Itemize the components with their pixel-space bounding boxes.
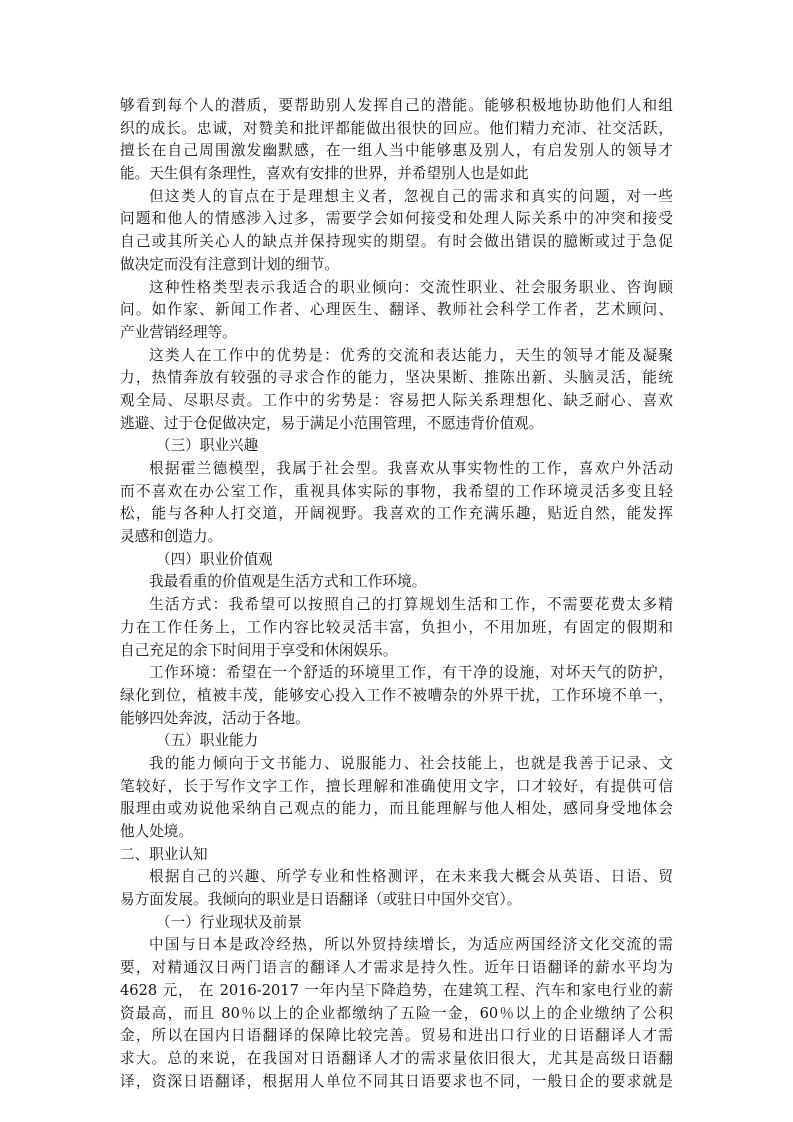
text-line: 我的能力倾向于文书能力、说服能力、社会技能上，也就是我善于记录、文 bbox=[149, 754, 673, 772]
text-line: 观全局、尽职尽责。工作中的劣势是：容易把人际关系理想化、缺乏耐心、喜欢 bbox=[120, 391, 673, 409]
chapter-heading: 二、职业认知 bbox=[120, 845, 208, 863]
text-line: 松，能与各种人打交道，开阔视野。我喜欢的工作充满乐趣，贴近自然，能发挥 bbox=[120, 505, 673, 523]
text-line: 资最高，而且 80％以上的企业都缴纳了五险一金，60％以上的企业缴纳了公积 bbox=[120, 1004, 673, 1022]
text-line: 力在工作任务上，工作内容比较灵活丰富，负担小，不用加班，有固定的假期和 bbox=[120, 618, 673, 636]
text-line: 要，对精通汉日两门语言的翻译人才需求是持久性。近年日语翻译的薪水平均为 bbox=[120, 959, 673, 977]
text-line: 他人处境。 bbox=[120, 823, 193, 840]
text-line: 够看到每个人的潜质，要帮助别人发挥自己的潜能。能够积极地协助他们人和组 bbox=[120, 97, 673, 114]
section-heading: （一）行业现状及前景 bbox=[156, 913, 302, 931]
section-heading: （三）职业兴趣 bbox=[156, 437, 259, 455]
text-line: 问。如作家、新闻工作者、心理医生、翻译、教师社会科学工作者，艺术顾问、 bbox=[120, 301, 673, 319]
text-line: 笔较好，长于写作文字工作，擅长理解和准确使用文字，口才较好，有提供可信 bbox=[120, 777, 673, 795]
section-heading: （四）职业价值观 bbox=[156, 550, 273, 568]
text-line: 金，所以在国内日语翻译的保障比较完善。贸易和进出口行业的日语翻译人才需 bbox=[120, 1027, 673, 1045]
text-line: 这种性格类型表示我适合的职业倾向：交流性职业、社会服务职业、咨询顾 bbox=[149, 278, 673, 296]
text-line: 力，热情奔放有较强的寻求合作的能力，坚决果断、推陈出新、头脑灵活，能统 bbox=[120, 369, 673, 387]
text-line: 求大。总的来说，在我国对日语翻译人才的需求量依旧很大，尤其是高级日语翻 bbox=[120, 1049, 673, 1067]
text-line: 问题和他人的情感涉入过多，需要学会如何接受和处理人际关系中的冲突和接受 bbox=[120, 210, 673, 228]
text-line: 灵感和创造力。 bbox=[120, 528, 223, 546]
text-line: 织的成长。忠诚，对赞美和批评都能做出很快的回应。他们精力充沛、社交活跃， bbox=[120, 119, 673, 137]
text-line: 擅长在自己周围激发幽默感，在一组人当中能够惠及别人，有启发别人的领导才 bbox=[120, 142, 673, 160]
text-line: 自己充足的余下时间用于享受和休闲娱乐。 bbox=[120, 641, 398, 659]
text-line: 自己或其所关心人的缺点并保持现实的期望。有时会做出错误的臆断或过于急促 bbox=[120, 233, 673, 251]
text-line: 根据自己的兴趣、所学专业和性格测评，在未来我大概会从英语、日语、贸 bbox=[149, 868, 673, 886]
section-heading: （五）职业能力 bbox=[156, 732, 259, 750]
text-line: 而不喜欢在办公室工作，重视具体实际的事物，我希望的工作环境灵活多变且轻 bbox=[120, 482, 673, 500]
text-line: 但这类人的盲点在于是理想主义者，忽视自己的需求和真实的问题，对一些 bbox=[149, 187, 673, 205]
text-line: 生活方式：我希望可以按照自己的打算规划生活和工作，不需要花费太多精 bbox=[149, 596, 673, 614]
text-line: 4628 元， 在 2016-2017 一年内呈下降趋势，在建筑工程、汽车和家电行业的薪 bbox=[120, 981, 673, 999]
text-line: 绿化到位，植被丰茂，能够安心投入工作不被嘈杂的外界干扰，工作环境不单一， bbox=[120, 686, 673, 704]
text-line: 根据霍兰德模型，我属于社会型。我喜欢从事实物性的工作，喜欢户外活动 bbox=[149, 460, 673, 477]
text-line: 能。天生俱有条理性，喜欢有安排的世界，并希望别人也是如此 bbox=[120, 165, 529, 183]
text-line: 产业营销经理等。 bbox=[120, 323, 237, 341]
text-line: 这类人在工作中的优势是：优秀的交流和表达能力，天生的领导才能及凝聚 bbox=[149, 346, 673, 364]
text-line: 做决定而没有注意到计划的细节。 bbox=[120, 255, 339, 273]
text-line: 工作环境：希望在一个舒适的环境里工作，有干净的设施，对坏天气的防护， bbox=[149, 664, 673, 682]
text-line: 逃避、过于仓促做决定，易于满足小范围管理，不愿违背价值观。 bbox=[120, 414, 544, 432]
text-line: 能够四处奔波，活动于各地。 bbox=[120, 709, 310, 727]
text-line: 中国与日本是政冷经热，所以外贸持续增长，为适应两国经济文化交流的需 bbox=[149, 936, 673, 954]
text-line: 易方面发展。我倾向的职业是日语翻译（或驻日中国外交官）。 bbox=[120, 891, 522, 909]
text-line: 服理由或劝说他采纳自己观点的能力，而且能理解与他人相处，感同身受地体会 bbox=[120, 800, 673, 818]
text-line: 我最看重的价值观是生活方式和工作环境。 bbox=[149, 573, 427, 591]
text-line: 译，资深日语翻译，根据用人单位不同其日语要求也不同，一般日企的要求就是 bbox=[120, 1072, 673, 1090]
